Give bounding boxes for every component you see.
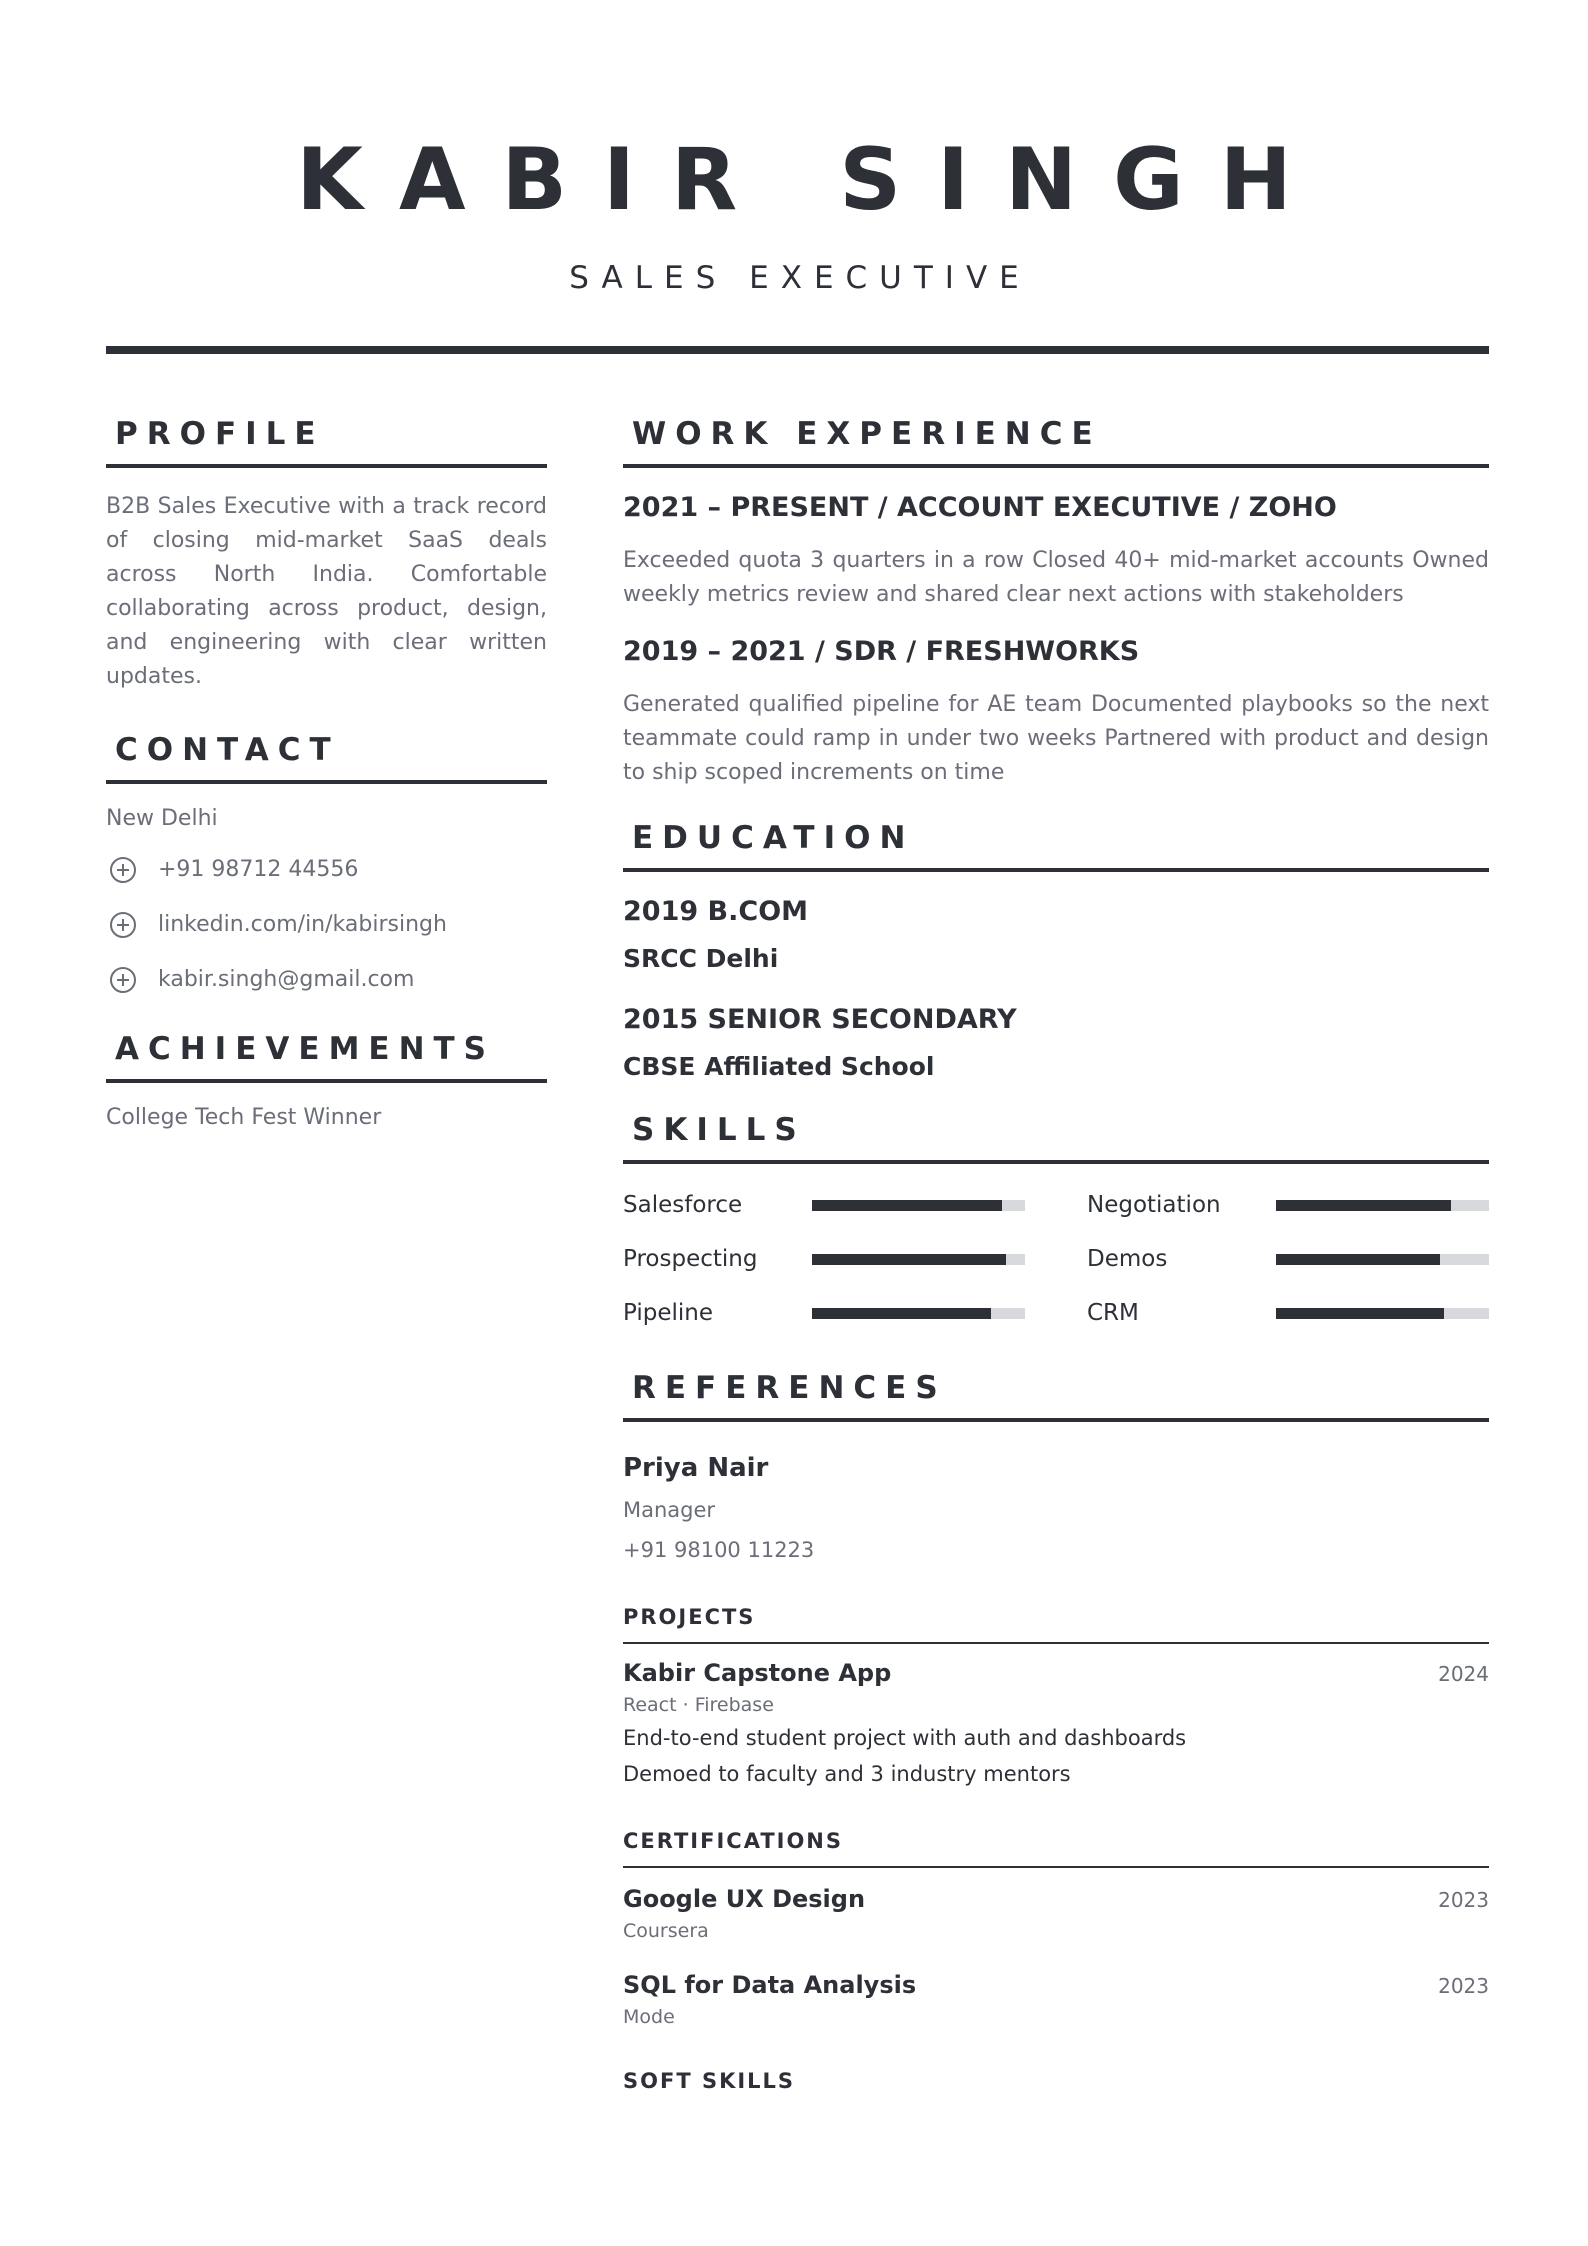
reference-title: Manager (623, 1498, 716, 1522)
project-title: Kabir Capstone App (623, 1659, 892, 1687)
certification-year: 2023 (1438, 1974, 1489, 1998)
contact-email[interactable] (106, 952, 547, 1007)
project-stack: React · Firebase (623, 1694, 774, 1716)
skill-label: Negotiation (1087, 1192, 1221, 1218)
certifications-heading: CERTIFICATIONS (623, 1826, 1489, 1868)
skill-label: Salesforce (623, 1192, 743, 1218)
education-heading: EDUCATION (623, 804, 1489, 872)
reference-phone: +91 98100 11223 (623, 1538, 815, 1562)
contact-linkedin[interactable] (106, 897, 547, 952)
skill-item (1087, 1178, 1489, 1232)
work-heading: WORK EXPERIENCE (623, 400, 1489, 468)
plus-circle-icon (110, 967, 136, 993)
skill-bar-fill (1276, 1200, 1451, 1211)
skill-label: CRM (1087, 1300, 1139, 1326)
skill-bar (812, 1254, 1025, 1265)
skill-item (1087, 1286, 1489, 1340)
certification-issuer: Mode (623, 2006, 675, 2028)
skill-bar (812, 1200, 1025, 1211)
skill-bar (1276, 1200, 1489, 1211)
contact-heading: CONTACT (106, 716, 547, 784)
skill-bar (1276, 1254, 1489, 1265)
skill-item (623, 1232, 1025, 1286)
project-line: End-to-end student project with auth and dashboards (623, 1726, 1187, 1750)
certification-title: Google UX Design (623, 1885, 866, 1913)
plus-circle-icon (110, 912, 136, 938)
project-line: Demoed to faculty and 3 industry mentors (623, 1762, 1071, 1786)
skill-bar-fill (1276, 1254, 1440, 1265)
certification-year: 2023 (1438, 1888, 1489, 1912)
skill-bar-fill (812, 1308, 991, 1319)
education-title: 2019 B.COM (623, 896, 809, 927)
project-item (623, 1656, 1489, 1690)
job-title: 2021 – PRESENT / ACCOUNT EXECUTIVE / ZOHO (623, 492, 1337, 523)
achievements-heading: ACHIEVEMENTS (106, 1015, 547, 1083)
contact-location: New Delhi (106, 806, 218, 831)
skill-label: Pipeline (623, 1300, 714, 1326)
projects-heading: PROJECTS (623, 1602, 1489, 1644)
role-subtitle: SALES EXECUTIVE (569, 260, 1031, 296)
education-school: CBSE Affiliated School (623, 1052, 935, 1081)
certification-issuer: Coursera (623, 1920, 709, 1942)
reference-name: Priya Nair (623, 1453, 769, 1483)
skills-grid (623, 1178, 1489, 1340)
job-title: 2019 – 2021 / SDR / FRESHWORKS (623, 636, 1140, 667)
contact-phone[interactable] (106, 842, 547, 897)
skill-bar-fill (1276, 1308, 1444, 1319)
soft-skills-heading: SOFT SKILLS (623, 2069, 796, 2093)
contact-email-text: kabir.singh@gmail.com (158, 966, 415, 992)
achievement-item: College Tech Fest Winner (106, 1105, 382, 1130)
job-description: Exceeded quota 3 quarters in a row Closed 40+ mid-market accounts Owned weekly metrics review and shared clear next actions with stakeholders (623, 548, 1489, 607)
skill-bar (812, 1308, 1025, 1319)
job-description: Generated qualified pipeline for AE team Documented playbooks so the next teammate could ramp in under two weeks Partnered with product and design to ship scoped increments on time (623, 692, 1489, 785)
skill-bar (1276, 1308, 1489, 1319)
education-school: SRCC Delhi (623, 944, 779, 973)
certification-title: SQL for Data Analysis (623, 1971, 917, 1999)
skills-heading: SKILLS (623, 1096, 1489, 1164)
skill-item (623, 1178, 1025, 1232)
skill-bar-fill (812, 1200, 1002, 1211)
profile-text: B2B Sales Executive with a track record of closing mid-market SaaS deals across North India. Comfortable collaborating across product, design, and engineering with clear written updates. (106, 494, 547, 689)
skill-bar-fill (812, 1254, 1006, 1265)
skill-item (623, 1286, 1025, 1340)
skill-label: Prospecting (623, 1246, 758, 1272)
skill-label: Demos (1087, 1246, 1168, 1272)
contact-phone-text: +91 98712 44556 (158, 856, 359, 882)
certification-item (623, 1968, 1489, 2002)
certification-item (623, 1882, 1489, 1916)
skill-item (1087, 1232, 1489, 1286)
name-title: KABIR SINGH (296, 130, 1328, 230)
project-year: 2024 (1438, 1662, 1489, 1686)
references-heading: REFERENCES (623, 1354, 1489, 1422)
education-title: 2015 SENIOR SECONDARY (623, 1004, 1017, 1035)
header-divider (106, 346, 1489, 354)
contact-linkedin-text: linkedin.com/in/kabirsingh (158, 911, 447, 937)
right-column (623, 400, 1489, 2106)
plus-circle-icon (110, 857, 136, 883)
left-column (106, 400, 547, 1133)
profile-heading: PROFILE (106, 400, 547, 468)
